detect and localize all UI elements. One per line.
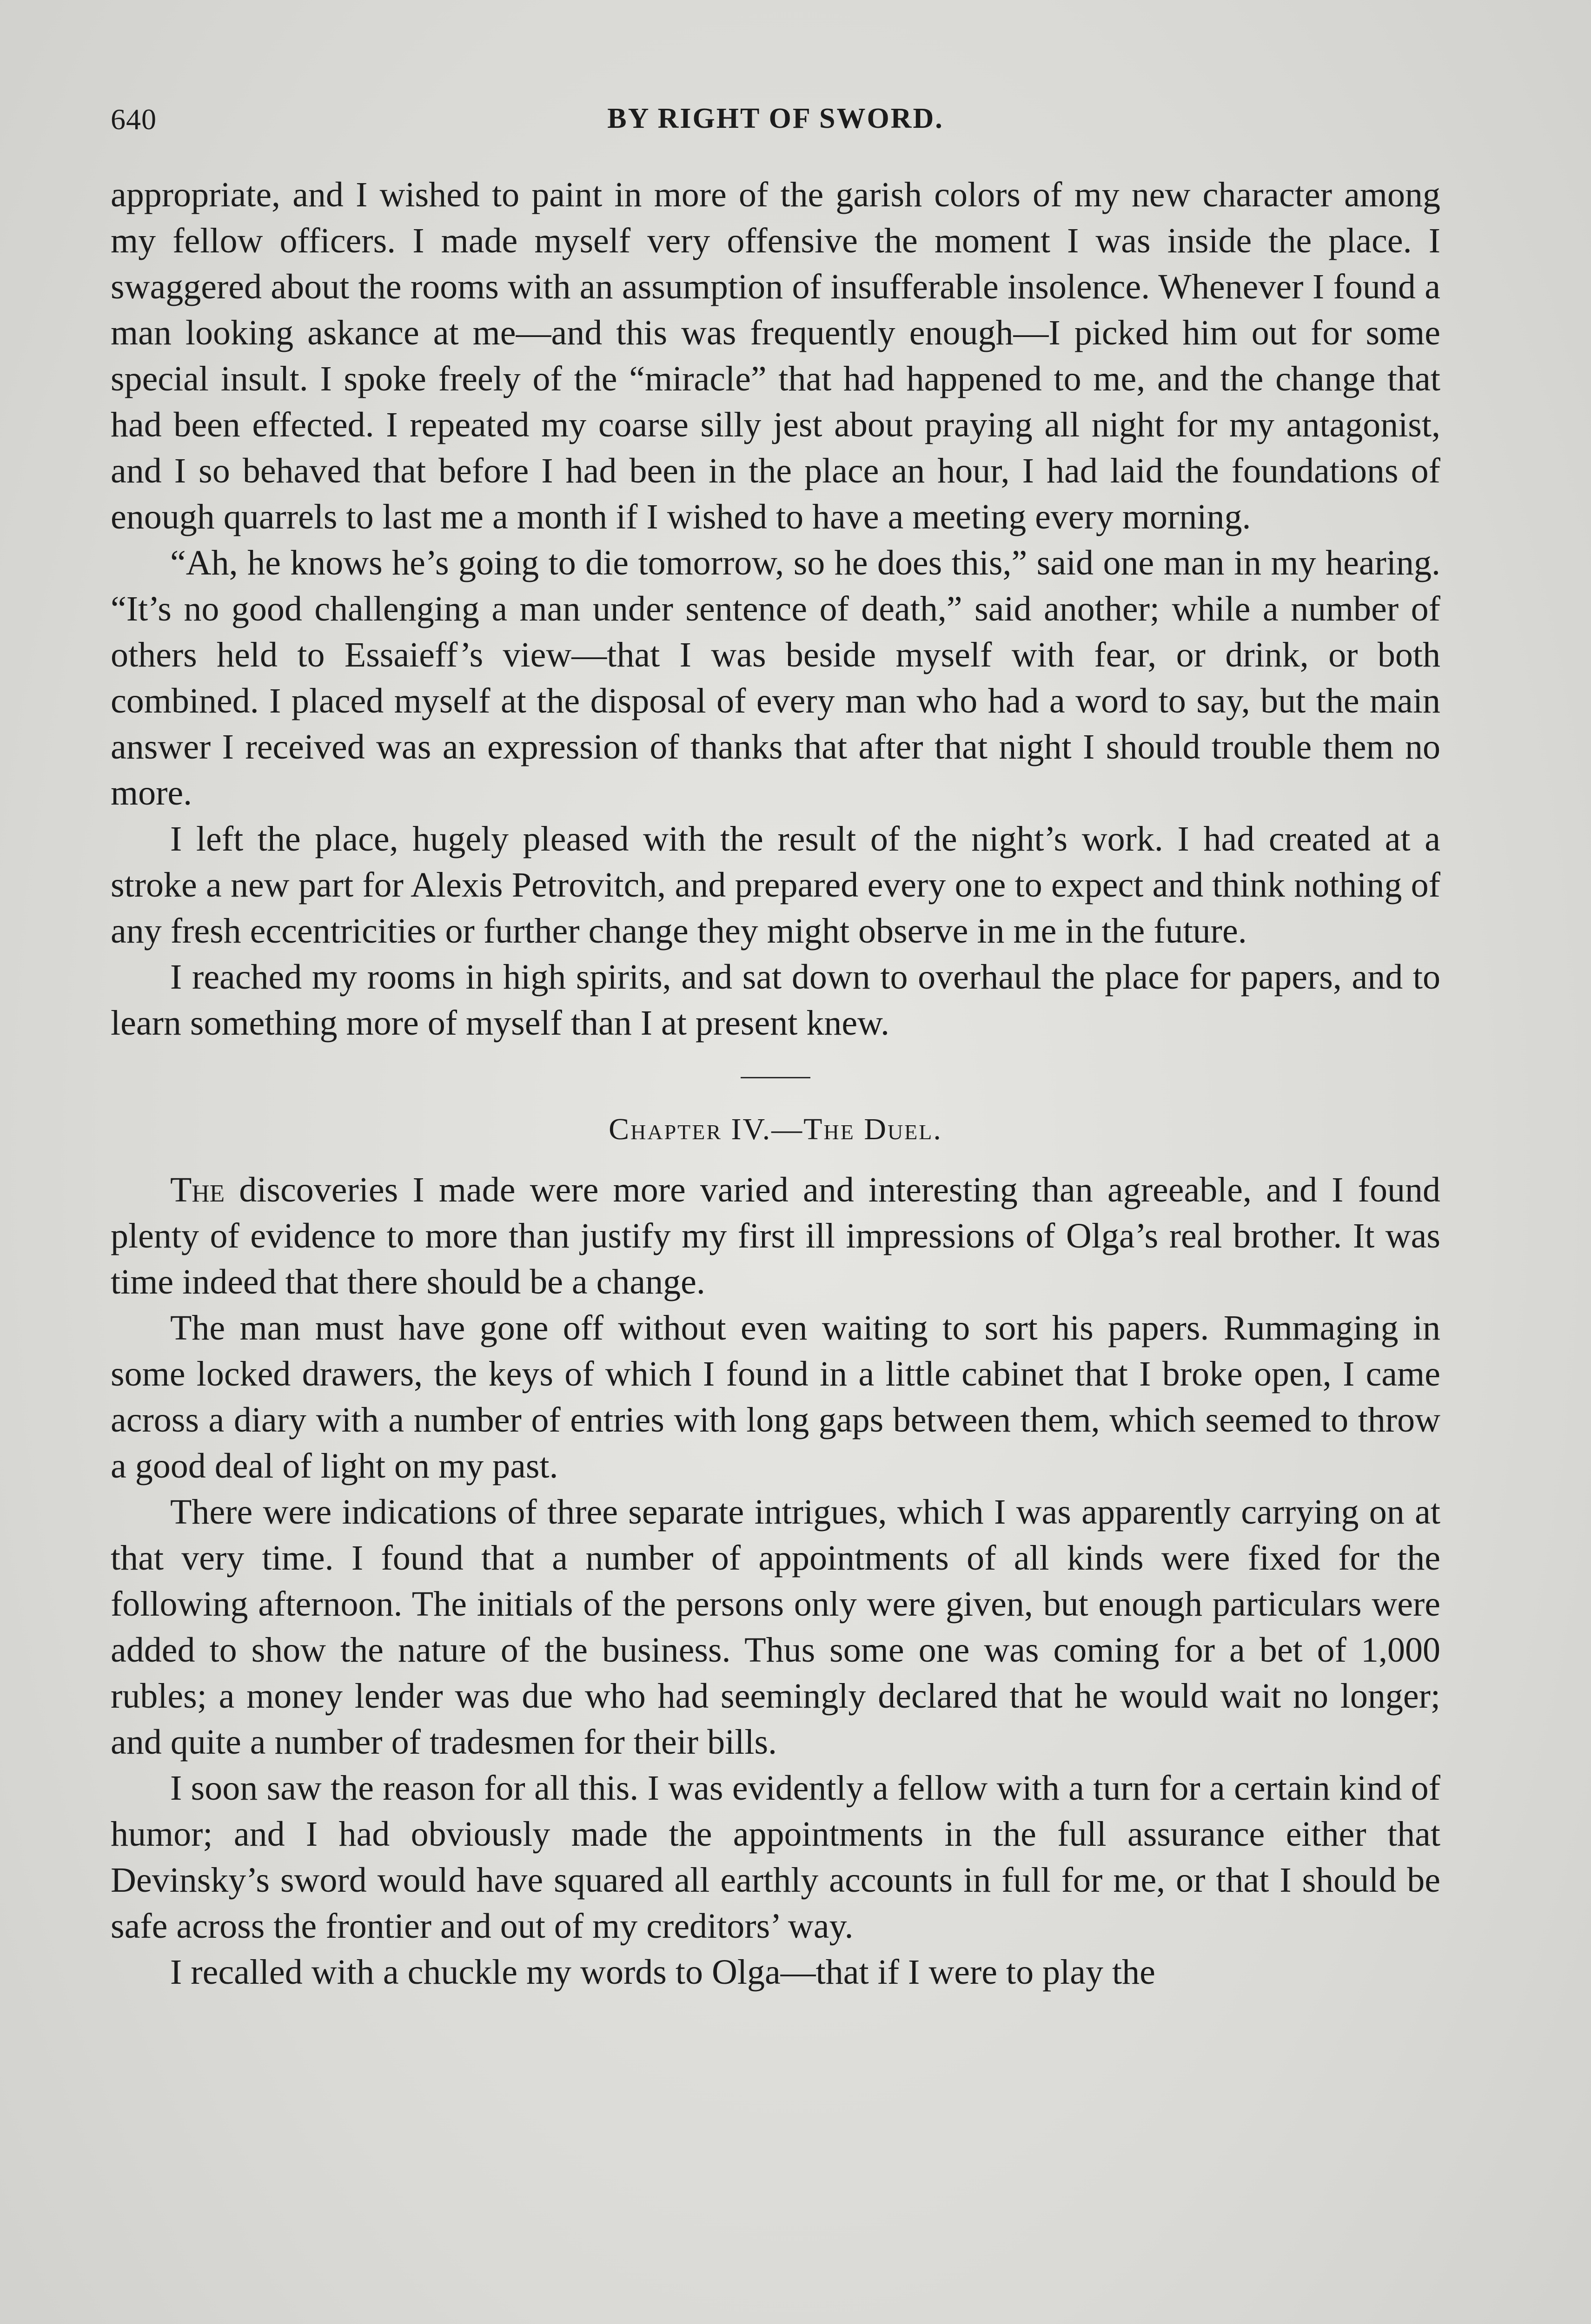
paragraph: There were indications of three separate intrigues, which I was apparently carrying on at that very time. I found that a number of appointments of all kinds were fixed for the following afternoon. The initials of the persons only were given, but enough particulars were added to show the nature of the business. Thus some one was coming for a bet of 1,000 rubles; a money lender was due who had seemingly declared that he would wait no longer; and quite a number of tradesmen for their bills. (111, 1492, 1440, 1762)
page-header (111, 102, 1440, 144)
paragraph: appropriate, and I wished to paint in more of the garish colors of my new character among my fellow officers. I made myself very offensive the moment I was inside the place. I swaggered about the rooms with an assumption of insufferable insolence. Whenever I found a man looking askance at me—and this was frequently enough—I picked him out for some special insult. I spoke freely of the “miracle” that had happened to me, and the change that had been effected. I repeated my coarse silly jest about praying all night for my antagonist, and I so behaved that before I had been in the place an hour, I had laid the foundations of enough quarrels to last me a month if I wished to have a meeting every morning. (111, 175, 1440, 536)
page-number: 640 (111, 103, 157, 136)
paragraph (111, 1167, 1440, 1305)
paragraph: “Ah, he knows he’s going to die tomorrow, so he does this,” said one man in my hearing. “It’s no good challenging a man under sentence of death,” said another; while a number of others held to Essaieff’s view—that I was beside myself with fear, or drink, or both combined. I placed myself at the disposal of every man who had a word to say, but the main answer I received was an expression of thanks that after that night I should trouble them no more. (111, 543, 1440, 812)
paragraph: I left the place, hugely pleased with the result of the night’s work. I had created at a stroke a new part for Alexis Petrovitch, and prepared every one to expect and think nothing of any fresh eccentricities or further change they might observe in me in the future. (111, 819, 1440, 951)
paragraph: I reached my rooms in high spirits, and sat down to overhaul the place for papers, and to learn something more of myself than I at present knew. (111, 957, 1440, 1043)
paragraph: The man must have gone off without even waiting to sort his papers. Rummaging in some locked drawers, the keys of which I found in a little cabinet that I broke open, I came across a diary with a number of entries with long gaps between them, which seemed to throw a good deal of light on my past. (111, 1308, 1440, 1486)
lead-paragraph-text: discoveries I made were more varied and interesting than agreeable, and I found plenty of evidence to more than justify my first ill impressions of Olga’s real brother. It was time indeed that there should be a change. (111, 1170, 1440, 1301)
section-divider (741, 1077, 810, 1078)
paragraph: I soon saw the reason for all this. I was evidently a fellow with a turn for a certain kind of humor; and I had obviously made the appointments in the full assurance either that Devinsky’s sword would have squared all earthly accounts in full for me, or that I should be safe across the frontier and out of my creditors’ way. (111, 1769, 1440, 1946)
running-head: BY RIGHT OF SWORD. (607, 103, 944, 134)
body-text (111, 172, 1440, 1995)
chapter-heading: Chapter IV.—The Duel. (609, 1112, 942, 1146)
lead-word: The (170, 1170, 225, 1209)
paragraph: I recalled with a chuckle my words to Olga—that if I were to play the (170, 1953, 1155, 1992)
